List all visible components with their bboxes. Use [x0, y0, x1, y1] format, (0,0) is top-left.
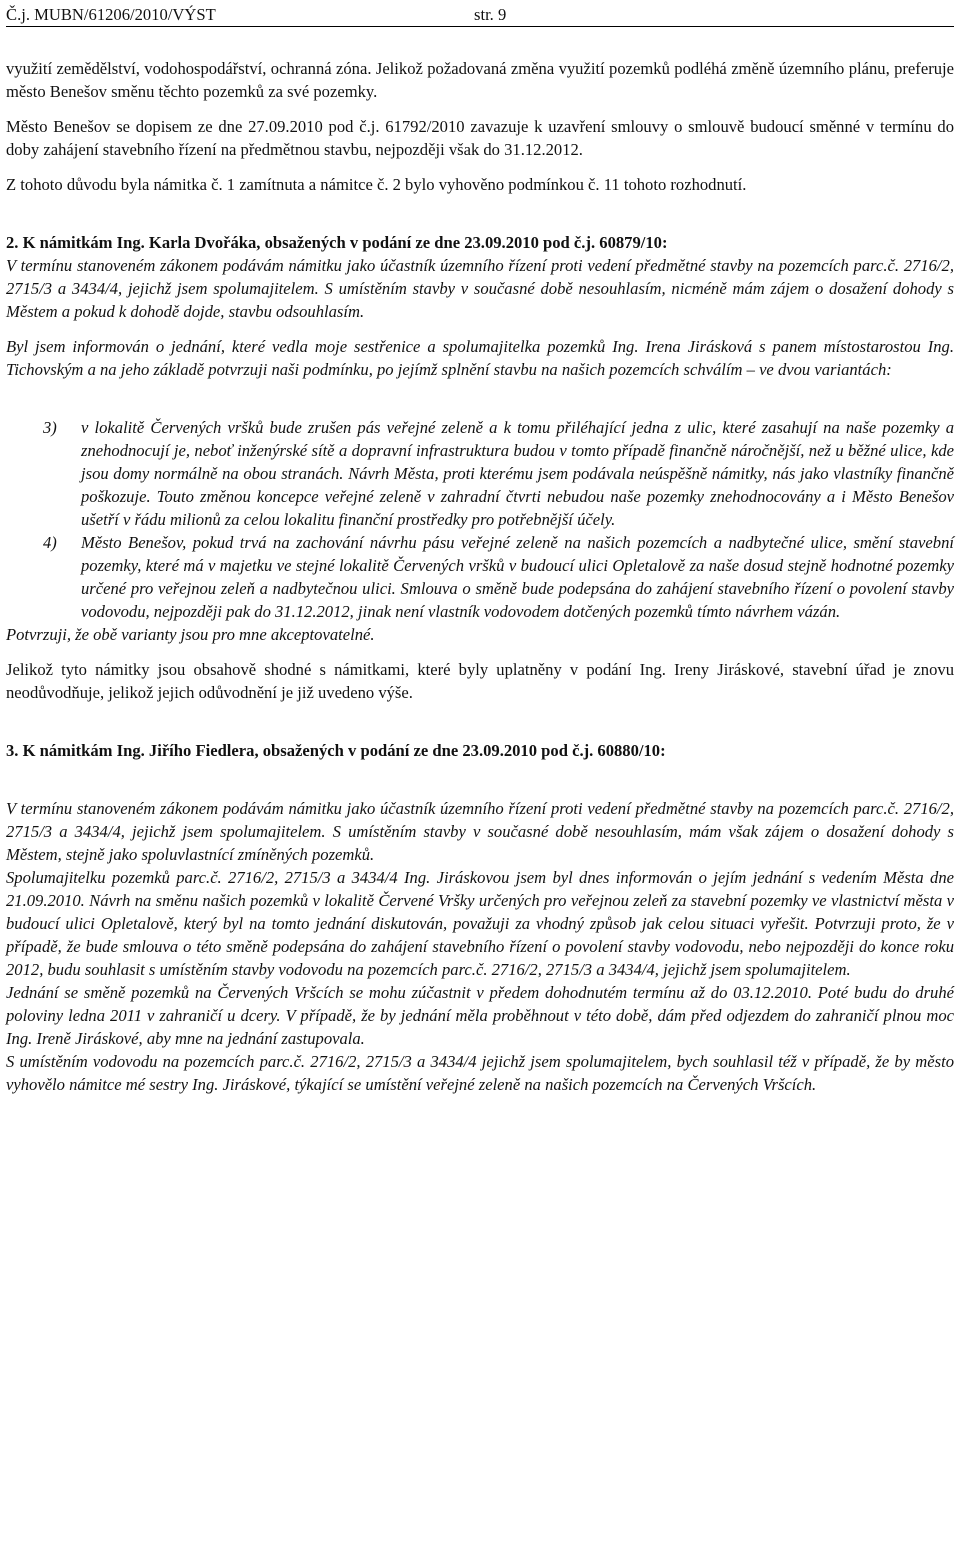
- list-item-number: 4): [43, 533, 57, 552]
- objection-3-info: Spolumajitelku pozemků parc.č. 2716/2, 2715/3 a 3434/4 Ing. Jiráskovou jsem byl dnes informován o jejím jednání s vedením Města dne 21.09.2010. Návrh na směnu našich pozemků v lokalitě Červené Vršky určených pro veřejnou zeleň za stavební pozemky ve vlastnictví města v budoucí ulici Opletalově, který byl na tomto jednání diskutován, považuji za vhodný způsob jak celou situaci vyřešit. Potvrzuji proto, že v případě, že bude smlouva o této směně podepsána do zahájení stavebního řízení o povolení stavby vodovodu, nebo nejpozději do konce roku 2012, budu souhlasit s umístěním stavby vodovodu na pozemcích parc.č. 2716/2, 2715/3 a 3434/4, jejichž jsem spolumajitelem.: [6, 868, 954, 979]
- objection-3-consent: S umístěním vodovodu na pozemcích parc.č. 2716/2, 2715/3 a 3434/4 jejichž jsem spolumajitelem, bych souhlasil též v případě, že by město vyhovělo námitce mé sestry Ing. Jiráskové, týkající se umístění veřejné zeleně na našich pozemcích na Červených Vršcích.: [6, 1052, 954, 1094]
- objection-3-meeting: Jednání se směně pozemků na Červených Vršcích se mohu zúčastnit v předem dohodnutém termínu až do 03.12.2010. Poté budu do druhé poloviny ledna 2011 v zahraničí u dcery. V případě, že by jednání měla proběhnout v této době, dám před odjezdem do zahraničí plnou moc Ing. Ireně Jiráskové, aby mne na jednání zastupovala.: [6, 983, 954, 1048]
- confirmation-text: Potvrzuji, že obě varianty jsou pro mne akceptovatelné.: [6, 625, 375, 644]
- list-item-number: 3): [43, 418, 57, 437]
- page-number: str. 9: [474, 5, 507, 24]
- list-item-text: Město Benešov, pokud trvá na zachování návrhu pásu veřejné zeleně na našich pozemcích a nadbytečné ulice, smění stavební pozemky, které má v majetku ve stejné lokalitě Červených vršků v budoucí ulici Opletalově za naše dosud stejně hodnotné pozemky určené pro veřejnou zeleň a nadbytečnou ulici. Smlouva o směně bude podepsána do zahájení stavebního řízení o povolení stavby vodovodu, nejpozději pak do 31.12.2012, jinak není vlastník vodovodem dotčených pozemků tímto návrhem vázán.: [81, 533, 954, 621]
- list-item-text: v lokalitě Červených vršků bude zrušen pás veřejné zeleně a k tomu přiléhající jedna z ulic, které zasahují na naše pozemky a znehodnocují je, neboť inženýrské sítě a dopravní infrastruktura budou v tomto případě finančně náročnější, než u běžné ulice, kde jsou domy normálně na obou stranách. Návrh Města, proti kterému jsem podávala neúspěšně námitky, nás jako vlastníky finančně poškozuje. Touto změnou koncepce veřejné zeleně v zahradní čtvrti nebudou naše pozemky znehodnocovány a i Město Benešov ušetří v řádu milionů za celou lokalitu finanční prostředky pro potřebnější účely.: [81, 418, 954, 529]
- objection-2-info: Byl jsem informován o jednání, které vedla moje sestřenice a spolumajitelka pozemků Ing. Irena Jirásková s panem místostarostou Ing. Tichovským a na jeho základě potvrzuji naši podmínku, po jejímž splnění stavbu na našich pozemcích schválím – ve dvou variantách:: [6, 337, 954, 379]
- list-item: [6, 416, 954, 531]
- document-body: [6, 57, 954, 1096]
- section-heading-2: 2. K námitkám Ing. Karla Dvořáka, obsažených v podání ze dne 23.09.2010 pod č.j. 60879/10:: [6, 233, 668, 252]
- document-reference: Č.j. MUBN/61206/2010/VÝST: [6, 5, 216, 24]
- paragraph-3: Z tohoto důvodu byla námitka č. 1 zamítnuta a námitce č. 2 bylo vyhověno podmínkou č. 11 tohoto rozhodnutí.: [6, 175, 747, 194]
- list-item: [6, 531, 954, 623]
- page-header: [6, 2, 954, 27]
- section-heading-3: 3. K námitkám Ing. Jiřího Fiedlera, obsažených v podání ze dne 23.09.2010 pod č.j. 60880/10:: [6, 741, 666, 760]
- paragraph-1: využití zemědělství, vodohospodářství, ochranná zóna. Jelikož požadovaná změna využití pozemků podléhá změně územního plánu, preferuje město Benešov směnu těchto pozemků za své pozemky.: [6, 59, 954, 101]
- paragraph-response-2: Jelikož tyto námitky jsou obsahově shodné s námitkami, které byly uplatněny v podání Ing. Ireny Jiráskové, stavební úřad je znovu neodůvodňuje, jelikož jejich odůvodnění je již uvedeno výše.: [6, 660, 954, 702]
- objection-2-text: V termínu stanoveném zákonem podávám námitku jako účastník územního řízení proti vedení předmětné stavby na pozemcích parc.č. 2716/2, 2715/3 a 3434/4, jejichž jsem spolumajitelem. S umístěním stavby v současné době nesouhlasím, nicméně mám zájem o dosažení dohody s Městem a pokud k dohodě dojde, stavbu odsouhlasím.: [6, 256, 954, 321]
- paragraph-2: Město Benešov se dopisem ze dne 27.09.2010 pod č.j. 61792/2010 zavazuje k uzavření smlouvy o smlouvě budoucí směnné v termínu do doby zahájení stavebního řízení na předmětnou stavbu, nejpozději však do 31.12.2012.: [6, 117, 954, 159]
- objection-3-text: V termínu stanoveném zákonem podávám námitku jako účastník územního řízení proti vedení předmětné stavby na pozemcích parc.č. 2716/2, 2715/3 a 3434/4, jejichž jsem spolumajitelem. S umístěním stavby v současné době nesouhlasím, mám však zájem o dosažení dohody s Městem, stejně jako spoluvlastnící zmíněných pozemků.: [6, 799, 954, 864]
- variant-list: [6, 416, 954, 623]
